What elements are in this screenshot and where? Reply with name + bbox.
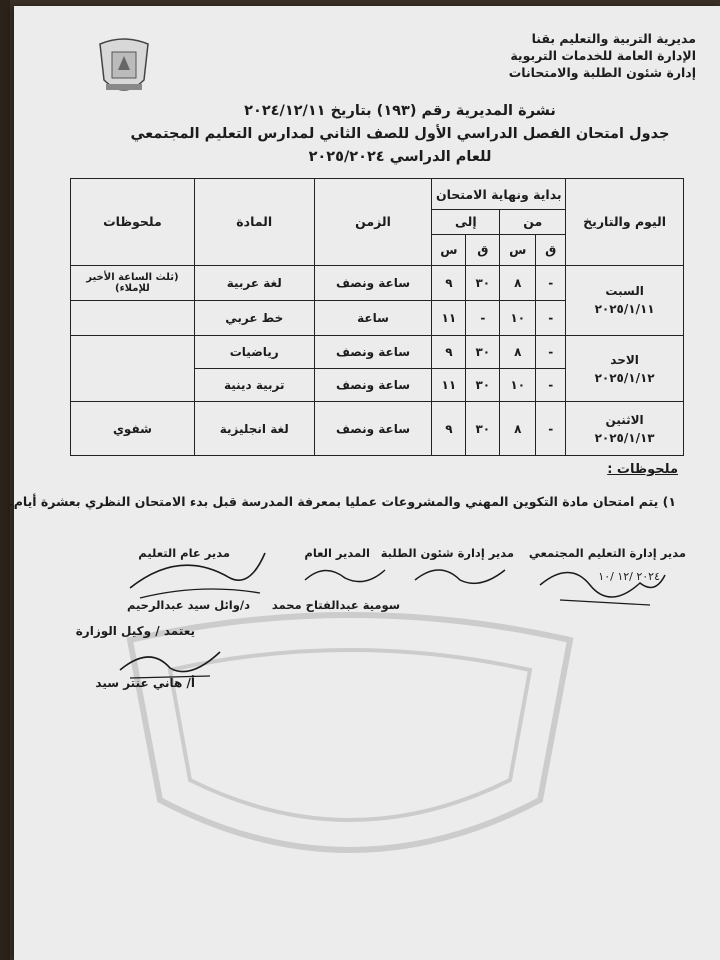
from-minutes: - (536, 265, 566, 300)
duration-cell: ساعة ونصف (314, 265, 432, 300)
day-name: الاثنين (605, 412, 644, 427)
note-item: ١) يتم امتحان مادة التكوين المهني والمشروعات عمليا بمعرفة المدرسة قبل بدء الامتحان النظري بعشرة أيام. (8, 494, 676, 509)
to-minutes: ٣٠ (466, 336, 500, 369)
table-row (71, 336, 684, 369)
notes-cell (71, 300, 195, 335)
header-start-end: بداية ونهاية الامتحان (432, 179, 566, 210)
header-from-q: ق (536, 234, 566, 265)
notes-cell (71, 336, 195, 402)
handwritten-signature (530, 555, 670, 610)
subject-cell: لغة انجليزية (194, 402, 314, 456)
subject-cell: لغة عربية (194, 265, 314, 300)
notes-heading: ملحوظات : (607, 462, 678, 477)
subject-cell: رياضيات (194, 336, 314, 369)
table-row (71, 402, 684, 456)
day-date: ٢٠٢٥/١/١٣ (594, 430, 655, 445)
from-hour: ١٠ (500, 300, 536, 335)
to-hour: ١١ (432, 369, 466, 402)
exam-schedule-table (70, 178, 684, 456)
notes-cell: (ثلث الساعة الأخير للإملاء) (71, 265, 195, 300)
day-date: ٢٠٢٥/١/١٢ (594, 370, 655, 385)
book-edge (0, 0, 10, 960)
academic-year: للعام الدراسي ٢٠٢٥/٢٠٢٤ (308, 149, 492, 165)
to-minutes: - (466, 300, 500, 335)
signature-title: المدير العام (304, 546, 370, 560)
to-minutes: ٣٠ (466, 265, 500, 300)
header-line: مديرية التربية والتعليم بقنا (531, 31, 696, 46)
header-from-s: س (500, 234, 536, 265)
from-hour: ٨ (500, 336, 536, 369)
issuing-authority (509, 30, 696, 81)
header-duration: الزمن (314, 179, 432, 266)
to-hour: ٩ (432, 402, 466, 456)
header-notes: ملحوظات (71, 179, 195, 266)
to-minutes: ٣٠ (466, 402, 500, 456)
signature-title: مدير عام التعليم (138, 546, 230, 560)
duration-cell: ساعة (314, 300, 432, 335)
signatory-name: د/وائل سيد عبدالرحيم (126, 598, 250, 612)
from-minutes: - (536, 369, 566, 402)
from-hour: ٨ (500, 265, 536, 300)
from-hour: ٨ (500, 402, 536, 456)
day-cell (566, 265, 684, 335)
day-name: الاحد (610, 352, 639, 367)
header-to-s: س (432, 234, 466, 265)
table-row (71, 265, 684, 300)
day-cell (566, 402, 684, 456)
to-hour: ٩ (432, 265, 466, 300)
header-subject: المادة (194, 179, 314, 266)
signature-title: مدير إدارة شئون الطلبة (380, 546, 514, 560)
handwritten-signature (300, 560, 390, 590)
to-hour: ٩ (432, 336, 466, 369)
duration-cell: ساعة ونصف (314, 369, 432, 402)
header-from: من (500, 210, 566, 235)
day-cell (566, 336, 684, 402)
from-minutes: - (536, 300, 566, 335)
approval-title: يعتمد / وكيل الوزارة (75, 624, 195, 638)
subject-cell: خط عربي (194, 300, 314, 335)
header-to: إلى (432, 210, 500, 235)
ministry-logo (92, 30, 156, 102)
header-line: إدارة شئون الطلبة والامتحانات (508, 65, 696, 80)
duration-cell: ساعة ونصف (314, 402, 432, 456)
notes-cell: شفوي (71, 402, 195, 456)
from-minutes: - (536, 336, 566, 369)
day-date: ٢٠٢٥/١/١١ (594, 302, 655, 317)
header-day-date: اليوم والتاريخ (566, 179, 684, 266)
day-name: السبت (605, 284, 644, 299)
to-minutes: ٣٠ (466, 369, 500, 402)
handwritten-signature (410, 555, 510, 595)
handwritten-date: ٢٠٢٤ /١٢ /١٠ (598, 570, 660, 583)
to-hour: ١١ (432, 300, 466, 335)
signatory-name: أ/ هاني عنتر سيد (95, 676, 195, 690)
bulletin-title: نشرة المديرية رقم (١٩٣) بتاريخ ٢٠٢٤/١٢/١١ (244, 103, 556, 119)
from-hour: ١٠ (500, 369, 536, 402)
duration-cell: ساعة ونصف (314, 336, 432, 369)
header-to-q: ق (466, 234, 500, 265)
header-line: الإدارة العامة للخدمات التربوية (510, 48, 696, 63)
subject-cell: تربية دينية (194, 369, 314, 402)
document-titles (120, 100, 680, 169)
signatory-name: سومية عبدالفتاح محمد (271, 598, 400, 612)
signature-title: مدير إدارة التعليم المجتمعي (528, 546, 686, 560)
table-title: جدول امتحان الفصل الدراسي الأول للصف الثاني لمدارس التعليم المجتمعي (130, 126, 670, 142)
from-minutes: - (536, 402, 566, 456)
